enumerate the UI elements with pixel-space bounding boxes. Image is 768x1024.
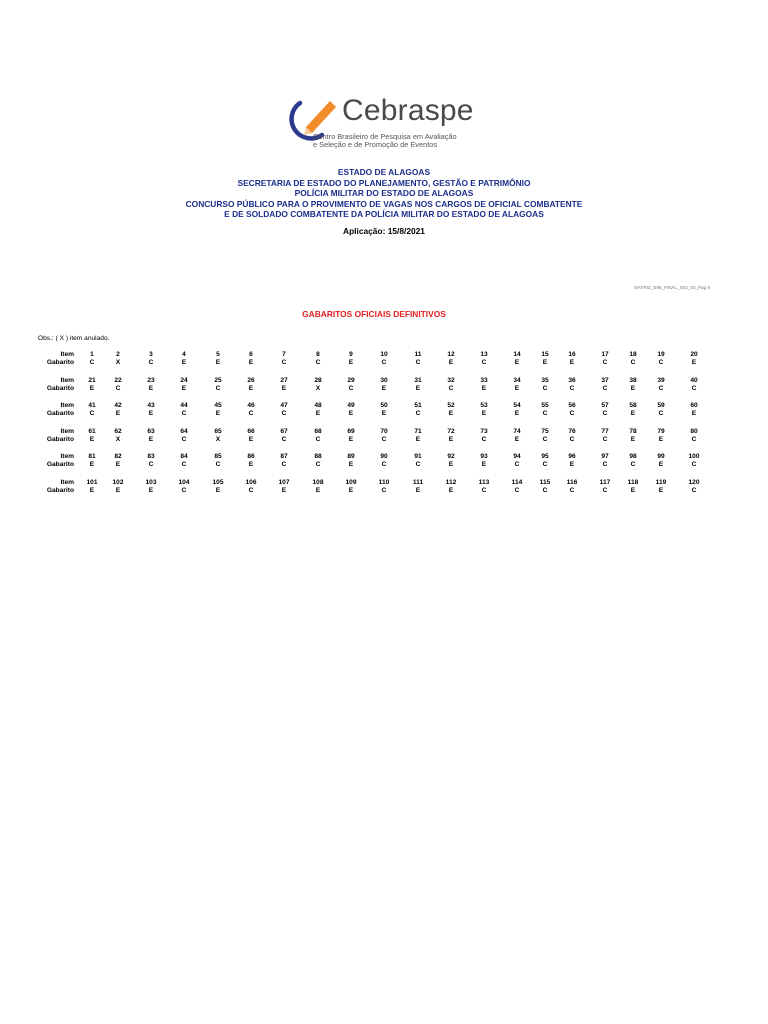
answer-value: X xyxy=(215,436,221,443)
answer-value: E xyxy=(348,436,354,443)
header-contest-line2: E DE SOLDADO COMBATENTE DA POLÍCIA MILITAR DO ESTADO DE ALAGOAS xyxy=(224,209,544,219)
item-number: 113 xyxy=(478,479,490,486)
item-number: 9 xyxy=(349,351,353,358)
answer-value: X xyxy=(115,359,121,366)
answer-value: E xyxy=(215,487,221,494)
item-number: 64 xyxy=(180,428,188,435)
item-number: 16 xyxy=(568,351,576,358)
answer-value: E xyxy=(281,385,287,392)
answer-value: E xyxy=(448,461,454,468)
answer-value: C xyxy=(514,487,520,494)
item-number: 68 xyxy=(314,428,322,435)
item-number: 24 xyxy=(180,377,188,384)
answer-value: C xyxy=(630,461,636,468)
answer-value: E xyxy=(448,487,454,494)
answer-value: C xyxy=(89,359,95,366)
item-number: 35 xyxy=(541,377,549,384)
section-title: GABARITOS OFICIAIS DEFINITIVOS xyxy=(302,309,446,319)
item-number: 22 xyxy=(114,377,122,384)
answer-value: E xyxy=(281,487,287,494)
logo-brand-name: Cebraspe xyxy=(342,94,474,127)
answer-value: E xyxy=(248,359,254,366)
item-number: 20 xyxy=(690,351,698,358)
answer-value: C xyxy=(248,487,254,494)
item-number: 71 xyxy=(414,428,422,435)
item-number: 3 xyxy=(149,351,153,358)
answer-value: C xyxy=(542,385,548,392)
item-number: 17 xyxy=(601,351,609,358)
answer-value: E xyxy=(215,410,221,417)
item-number: 76 xyxy=(568,428,576,435)
item-number: 81 xyxy=(88,453,96,460)
item-number: 52 xyxy=(447,402,455,409)
answer-row-block xyxy=(0,478,768,498)
answer-value: E xyxy=(415,436,421,443)
answer-value: C xyxy=(281,410,287,417)
answer-value: C xyxy=(602,359,608,366)
header-police: POLÍCIA MILITAR DO ESTADO DE ALAGOAS xyxy=(294,188,474,198)
item-number: 50 xyxy=(380,402,388,409)
answer-value: X xyxy=(315,385,321,392)
item-number: 40 xyxy=(690,377,698,384)
answer-value: E xyxy=(115,410,121,417)
cebraspe-logo xyxy=(286,95,486,157)
answer-value: C xyxy=(569,487,575,494)
answer-value: E xyxy=(148,385,154,392)
item-number: 92 xyxy=(447,453,455,460)
answer-value: C xyxy=(215,461,221,468)
answer-value: C xyxy=(381,436,387,443)
answer-value: C xyxy=(248,410,254,417)
answer-value: E xyxy=(481,410,487,417)
item-number: 21 xyxy=(88,377,96,384)
item-number: 27 xyxy=(280,377,288,384)
item-number: 47 xyxy=(280,402,288,409)
item-number: 67 xyxy=(280,428,288,435)
item-row-label: Item xyxy=(60,453,74,460)
answer-value: C xyxy=(315,461,321,468)
answer-row-label: Gabarito xyxy=(46,487,74,494)
observation-note: Obs.: ( X ) item anulado. xyxy=(38,335,110,342)
item-number: 44 xyxy=(180,402,188,409)
item-number: 58 xyxy=(629,402,637,409)
item-number: 89 xyxy=(347,453,355,460)
answer-row-label: Gabarito xyxy=(46,359,74,366)
answer-value: C xyxy=(348,385,354,392)
answer-value: C xyxy=(602,385,608,392)
item-number: 57 xyxy=(601,402,609,409)
document-header xyxy=(0,167,768,220)
item-number: 13 xyxy=(480,351,488,358)
item-number: 55 xyxy=(541,402,549,409)
answer-value: E xyxy=(248,461,254,468)
item-number: 102 xyxy=(112,479,124,486)
item-number: 10 xyxy=(380,351,388,358)
answer-row-label: Gabarito xyxy=(46,436,74,443)
item-number: 86 xyxy=(247,453,255,460)
answer-value: E xyxy=(181,359,187,366)
item-number: 51 xyxy=(414,402,422,409)
item-number: 74 xyxy=(513,428,521,435)
answer-value: E xyxy=(448,410,454,417)
item-row-label: Item xyxy=(60,428,74,435)
item-number: 8 xyxy=(316,351,320,358)
answer-value: E xyxy=(248,436,254,443)
item-number: 83 xyxy=(147,453,155,460)
item-number: 87 xyxy=(280,453,288,460)
item-number: 119 xyxy=(655,479,667,486)
answer-value: E xyxy=(448,359,454,366)
answer-value: E xyxy=(148,487,154,494)
answer-value: C xyxy=(602,410,608,417)
item-number: 65 xyxy=(214,428,222,435)
item-number: 99 xyxy=(657,453,665,460)
answer-value: C xyxy=(481,487,487,494)
item-number: 111 xyxy=(412,479,424,486)
item-number: 90 xyxy=(380,453,388,460)
answer-value: C xyxy=(315,436,321,443)
item-number: 56 xyxy=(568,402,576,409)
answer-value: C xyxy=(691,436,697,443)
answer-value: E xyxy=(381,410,387,417)
answer-value: E xyxy=(658,461,664,468)
item-number: 41 xyxy=(88,402,96,409)
answer-value: C xyxy=(602,487,608,494)
item-number: 97 xyxy=(601,453,609,460)
item-number: 39 xyxy=(657,377,665,384)
answer-value: C xyxy=(542,487,548,494)
item-number: 101 xyxy=(86,479,98,486)
item-number: 30 xyxy=(380,377,388,384)
item-number: 32 xyxy=(447,377,455,384)
answer-value: E xyxy=(181,385,187,392)
answer-value: E xyxy=(658,436,664,443)
item-number: 43 xyxy=(147,402,155,409)
answer-value: C xyxy=(381,359,387,366)
item-number: 70 xyxy=(380,428,388,435)
item-number: 23 xyxy=(147,377,155,384)
item-number: 66 xyxy=(247,428,255,435)
item-number: 31 xyxy=(414,377,422,384)
item-number: 14 xyxy=(513,351,521,358)
answer-value: E xyxy=(89,385,95,392)
answer-row-label: Gabarito xyxy=(46,461,74,468)
answer-value: E xyxy=(569,461,575,468)
answer-value: C xyxy=(181,436,187,443)
answer-value: E xyxy=(415,385,421,392)
answer-value: C xyxy=(415,359,421,366)
item-number: 12 xyxy=(447,351,455,358)
answer-value: C xyxy=(381,461,387,468)
item-number: 38 xyxy=(629,377,637,384)
answer-value: C xyxy=(115,385,121,392)
item-number: 49 xyxy=(347,402,355,409)
answer-value: C xyxy=(602,436,608,443)
item-number: 112 xyxy=(445,479,457,486)
item-number: 19 xyxy=(657,351,665,358)
answer-value: C xyxy=(691,385,697,392)
answer-value: C xyxy=(542,436,548,443)
answer-value: E xyxy=(115,487,121,494)
answer-value: C xyxy=(415,461,421,468)
item-number: 46 xyxy=(247,402,255,409)
answer-value: E xyxy=(514,410,520,417)
item-number: 42 xyxy=(114,402,122,409)
answer-value: E xyxy=(348,487,354,494)
answer-row-block xyxy=(0,376,768,396)
item-number: 61 xyxy=(88,428,96,435)
item-number: 54 xyxy=(513,402,521,409)
item-number: 4 xyxy=(182,351,186,358)
item-number: 15 xyxy=(541,351,549,358)
item-number: 63 xyxy=(147,428,155,435)
answer-value: C xyxy=(415,410,421,417)
answer-value: C xyxy=(514,461,520,468)
answer-value: C xyxy=(542,410,548,417)
answer-value: E xyxy=(691,410,697,417)
item-number: 78 xyxy=(629,428,637,435)
answer-value: C xyxy=(691,487,697,494)
logo-tagline-line2: e Seleção e de Promoção de Eventos xyxy=(313,140,438,150)
item-number: 116 xyxy=(566,479,578,486)
item-number: 73 xyxy=(480,428,488,435)
item-number: 118 xyxy=(627,479,639,486)
answer-value: C xyxy=(281,461,287,468)
application-date: Aplicação: 15/8/2021 xyxy=(343,226,425,236)
item-number: 120 xyxy=(688,479,700,486)
answer-value: E xyxy=(381,385,387,392)
answer-row-block xyxy=(0,427,768,447)
item-number: 28 xyxy=(314,377,322,384)
answer-value: X xyxy=(115,436,121,443)
answer-value: E xyxy=(514,385,520,392)
answer-value: E xyxy=(514,359,520,366)
item-number: 59 xyxy=(657,402,665,409)
item-number: 36 xyxy=(568,377,576,384)
item-number: 29 xyxy=(347,377,355,384)
item-number: 103 xyxy=(145,479,157,486)
item-number: 7 xyxy=(282,351,286,358)
item-number: 88 xyxy=(314,453,322,460)
answer-value: C xyxy=(569,436,575,443)
item-number: 33 xyxy=(480,377,488,384)
item-number: 80 xyxy=(690,428,698,435)
answer-row-block xyxy=(0,350,768,370)
answer-row-block xyxy=(0,452,768,472)
answer-value: C xyxy=(481,436,487,443)
answer-value: E xyxy=(348,359,354,366)
item-number: 107 xyxy=(278,479,290,486)
answer-value: E xyxy=(415,487,421,494)
answer-value: C xyxy=(281,436,287,443)
answer-value: E xyxy=(448,436,454,443)
answer-value: C xyxy=(658,359,664,366)
reference-code: MATRIZ_S96_FINAL_S02_00_Pag 5 xyxy=(633,285,710,290)
answer-value: C xyxy=(691,461,697,468)
item-number: 114 xyxy=(511,479,523,486)
item-number: 94 xyxy=(513,453,521,460)
header-state: ESTADO DE ALAGOAS xyxy=(337,167,431,177)
answer-value: C xyxy=(448,385,454,392)
answer-value: C xyxy=(658,410,664,417)
logo-tagline xyxy=(313,133,457,150)
item-number: 79 xyxy=(657,428,665,435)
item-number: 75 xyxy=(541,428,549,435)
answer-value: E xyxy=(542,359,548,366)
answer-value: C xyxy=(381,487,387,494)
item-number: 5 xyxy=(216,351,220,358)
answer-row-block xyxy=(0,401,768,421)
answer-value: E xyxy=(248,385,254,392)
item-number: 37 xyxy=(601,377,609,384)
answer-value: E xyxy=(630,436,636,443)
item-number: 69 xyxy=(347,428,355,435)
item-number: 117 xyxy=(599,479,611,486)
item-number: 60 xyxy=(690,402,698,409)
item-number: 106 xyxy=(245,479,257,486)
item-number: 62 xyxy=(114,428,122,435)
answer-value: C xyxy=(148,359,154,366)
item-number: 95 xyxy=(541,453,549,460)
answer-value: E xyxy=(215,359,221,366)
answer-row-label: Gabarito xyxy=(46,385,74,392)
item-number: 77 xyxy=(601,428,609,435)
answer-value: C xyxy=(602,461,608,468)
item-row-label: Item xyxy=(60,402,74,409)
answer-value: E xyxy=(315,487,321,494)
item-number: 34 xyxy=(513,377,521,384)
answer-value: E xyxy=(514,436,520,443)
item-number: 53 xyxy=(480,402,488,409)
answer-value: C xyxy=(281,359,287,366)
answer-row-label: Gabarito xyxy=(46,410,74,417)
answer-value: E xyxy=(691,359,697,366)
answer-value: C xyxy=(542,461,548,468)
answer-value: E xyxy=(89,436,95,443)
item-row-label: Item xyxy=(60,479,74,486)
answer-value: E xyxy=(348,461,354,468)
item-number: 108 xyxy=(312,479,324,486)
item-row-label: Item xyxy=(60,351,74,358)
answer-value: E xyxy=(348,410,354,417)
item-number: 93 xyxy=(480,453,488,460)
answer-value: E xyxy=(481,385,487,392)
item-number: 72 xyxy=(447,428,455,435)
item-number: 109 xyxy=(345,479,357,486)
answer-value: C xyxy=(148,461,154,468)
item-number: 96 xyxy=(568,453,576,460)
answer-value: E xyxy=(115,461,121,468)
item-number: 25 xyxy=(214,377,222,384)
item-number: 91 xyxy=(414,453,422,460)
answer-value: C xyxy=(315,359,321,366)
item-number: 1 xyxy=(90,351,94,358)
item-number: 11 xyxy=(414,351,422,358)
answer-value: E xyxy=(481,461,487,468)
answer-value: E xyxy=(148,436,154,443)
item-number: 98 xyxy=(629,453,637,460)
answer-value: C xyxy=(181,487,187,494)
logo-tagline-line1: Centro Brasileiro de Pesquisa em Avaliação xyxy=(313,132,457,141)
answer-value: E xyxy=(89,461,95,468)
answer-value: C xyxy=(89,410,95,417)
answer-value: E xyxy=(630,410,636,417)
item-number: 115 xyxy=(539,479,551,486)
answer-value: E xyxy=(89,487,95,494)
item-number: 82 xyxy=(114,453,122,460)
item-number: 6 xyxy=(249,351,253,358)
item-row-label: Item xyxy=(60,377,74,384)
answer-value: C xyxy=(181,461,187,468)
item-number: 100 xyxy=(688,453,700,460)
item-number: 2 xyxy=(116,351,120,358)
answer-value: C xyxy=(569,410,575,417)
answer-value: C xyxy=(181,410,187,417)
item-number: 85 xyxy=(214,453,222,460)
answer-value: E xyxy=(148,410,154,417)
answer-value: E xyxy=(315,410,321,417)
answer-value: E xyxy=(658,487,664,494)
item-number: 84 xyxy=(180,453,188,460)
item-number: 104 xyxy=(178,479,190,486)
answer-value: E xyxy=(630,487,636,494)
item-number: 45 xyxy=(214,402,222,409)
item-number: 110 xyxy=(378,479,390,486)
answer-value: C xyxy=(658,385,664,392)
answer-value: C xyxy=(215,385,221,392)
header-secretariat: SECRETARIA DE ESTADO DO PLANEJAMENTO, GESTÃO E PATRIMÔNIO xyxy=(237,177,531,188)
answer-value: C xyxy=(569,385,575,392)
answer-value: E xyxy=(569,359,575,366)
item-number: 105 xyxy=(212,479,224,486)
answer-value: C xyxy=(630,359,636,366)
answer-value: C xyxy=(481,359,487,366)
answer-value: E xyxy=(630,385,636,392)
item-number: 18 xyxy=(629,351,637,358)
header-contest-line1: CONCURSO PÚBLICO PARA O PROVIMENTO DE VAGAS NOS CARGOS DE OFICIAL COMBATENTE xyxy=(185,198,583,209)
item-number: 26 xyxy=(247,377,255,384)
item-number: 48 xyxy=(314,402,322,409)
